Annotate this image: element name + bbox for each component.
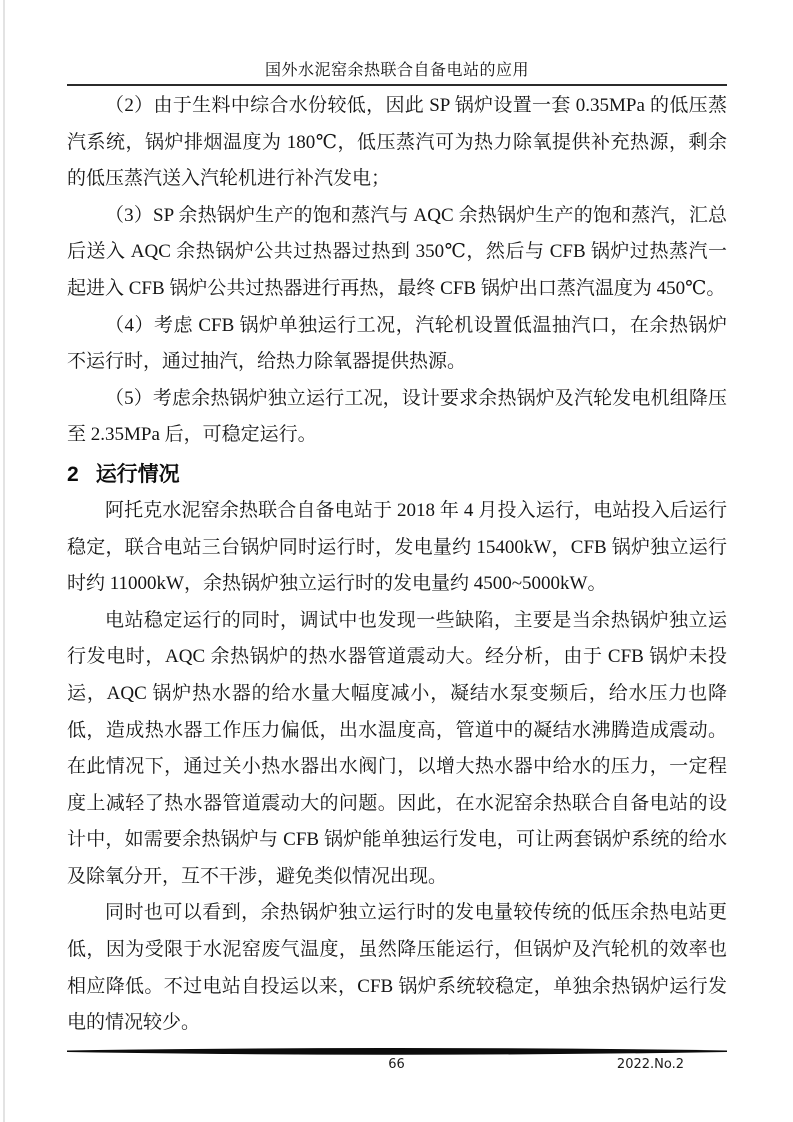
page-header [67,0,727,86]
section-title: 运行情况 [95,462,180,486]
paragraph: 同时也可以看到，余热锅炉独立运行时的发电量较传统的低压余热电站更低，因为受限于水泥窑废气温度，虽然降压能运行，但锅炉及汽轮机的效率也相应降低。不过电站自投运以来，CFB 锅炉系统较稳定，单独余热锅炉运行发电的情况较少。 [67,902,727,1034]
section-heading [67,456,727,493]
document-body [67,88,727,1042]
section-number: 2 [67,462,79,486]
page-number: 66 [388,1057,405,1072]
issue-label: 2022.No.2 [616,1057,684,1072]
paragraph: 阿托克水泥窑余热联合自备电站于 2018 年 4 月投入运行，电站投入后运行稳定，联合电站三台锅炉同时运行时，发电量约 15400kW，CFB 锅炉独立运行时约 11000kW，余热锅炉独立运行时的发电量约 4500~5000kW。 [67,499,727,595]
paragraph: 电站稳定运行的同时，调试中也发现一些缺陷，主要是当余热锅炉独立运行发电时，AQC 余热锅炉的热水器管道震动大。经分析，由于 CFB 锅炉未投运，AQC 锅炉热水器的给水量大幅度减小，凝结水泵变频后，给水压力也降低，造成热水器工作压力偏低，出水温度高，管道中的凝结水沸腾造成震动。在此情况下，通过关小热水器出水阀门，以增大热水器中给水的压力，一定程度上减轻了热水器管道震动大的问题。因此，在水泥窑余热联合自备电站的设计中，如需要余热锅炉与 CFB 锅炉能单独运行发电，可让两套锅炉系统的给水及除氧分开，互不干涉，避免类似情况出现。 [67,609,727,887]
paragraph: （5）考虑余热锅炉独立运行工况，设计要求余热锅炉及汽轮发电机组降压至 2.35MPa 后，可稳定运行。 [67,387,727,446]
paragraph: （3）SP 余热锅炉生产的饱和蒸汽与 AQC 余热锅炉生产的饱和蒸汽，汇总后送入 AQC 余热锅炉公共过热器过热到 350℃，然后与 CFB 锅炉过热蒸汽一起进入 CFB 锅炉公共过热器进行再热，最终 CFB 锅炉出口蒸汽温度为 450℃。 [67,204,727,299]
paragraph: （2）由于生料中综合水份较低，因此 SP 锅炉设置一套 0.35MPa 的低压蒸汽系统，锅炉排烟温度为 180℃，低压蒸汽可为热力除氧提供补充热源，剩余的低压蒸汽送入汽轮机进行补汽发电； [67,95,727,190]
scan-edge-artifact [3,0,5,1122]
running-header-title: 国外水泥窑余热联合自备电站的应用 [264,62,529,79]
page-footer [0,1056,793,1076]
paragraph: （4）考虑 CFB 锅炉单独运行工况，汽轮机设置低温抽汽口，在余热锅炉不运行时，通过抽汽，给热力除氧器提供热源。 [67,314,727,373]
